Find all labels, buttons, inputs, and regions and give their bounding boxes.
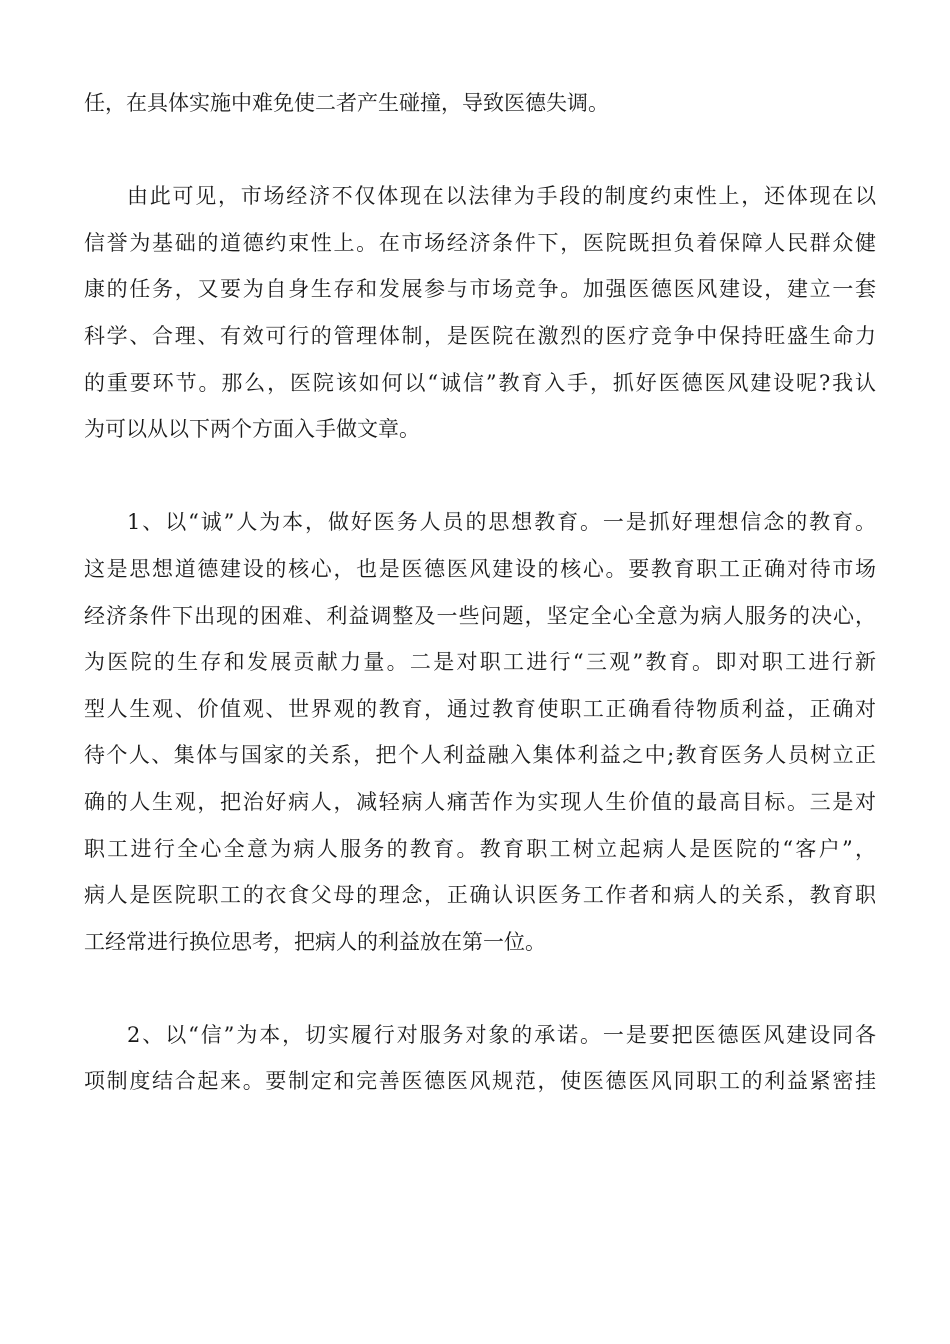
text-line: 型人生观、价值观、世界观的教育，通过教育使职工正确看待物质利益，正确对	[84, 696, 876, 721]
paragraph-gap	[84, 453, 876, 500]
paragraph-gap	[84, 965, 876, 1012]
text-line: 1、以“诚”人为本，做好医务人员的思想教育。一是抓好理想信念的教育。	[127, 510, 876, 535]
text-line: 由此可见，市场经济不仅体现在以法律为手段的制度约束性上，还体现在以	[127, 184, 876, 209]
text-line: 项制度结合起来。要制定和完善医德医风规范，使医德医风同职工的利益紧密挂	[84, 1069, 876, 1094]
paragraph-market-economy	[84, 173, 876, 453]
text-line: 科学、合理、有效可行的管理体制，是医院在激烈的医疗竞争中保持旺盛生命力	[84, 323, 876, 348]
text-line: 为可以从以下两个方面入手做文章。	[84, 417, 420, 442]
text-line: 病人是医院职工的衣食父母的理念，正确认识医务工作者和病人的关系，教育职	[84, 883, 876, 908]
text-line: 2、以“信”为本，切实履行对服务对象的承诺。一是要把医德医风建设同各	[127, 1022, 876, 1047]
text-line: 任，在具体实施中难免使二者产生碰撞，导致医德失调。	[84, 91, 609, 115]
text-line: 待个人、集体与国家的关系，把个人利益融入集体利益之中;教育医务人员树立正	[84, 743, 876, 768]
text-line: 确的人生观，把治好病人，减轻病人痛苦作为实现人生价值的最高目标。三是对	[84, 789, 876, 814]
paragraph-continuation	[84, 80, 876, 127]
paragraph-gap	[84, 127, 876, 174]
text-line: 职工进行全心全意为病人服务的教育。教育职工树立起病人是医院的“客户”，	[84, 836, 876, 861]
paragraph-point-1	[84, 499, 876, 965]
text-line: 工经常进行换位思考，把病人的利益放在第一位。	[84, 929, 546, 954]
text-line: 的重要环节。那么，医院该如何以“诚信”教育入手，抓好医德医风建设呢?我认	[84, 370, 876, 395]
text-line: 康的任务，又要为自身生存和发展参与市场竞争。加强医德医风建设，建立一套	[84, 277, 876, 302]
paragraph-point-2	[84, 1012, 876, 1105]
text-line: 信誉为基础的道德约束性上。在市场经济条件下，医院既担负着保障人民群众健	[84, 230, 876, 255]
text-line: 这是思想道德建设的核心，也是医德医风建设的核心。要教育职工正确对待市场	[84, 556, 876, 581]
text-line: 经济条件下出现的困难、利益调整及一些问题，坚定全心全意为病人服务的决心，	[84, 603, 876, 628]
document-page	[84, 80, 876, 1105]
text-line: 为医院的生存和发展贡献力量。二是对职工进行“三观”教育。即对职工进行新	[84, 650, 876, 675]
